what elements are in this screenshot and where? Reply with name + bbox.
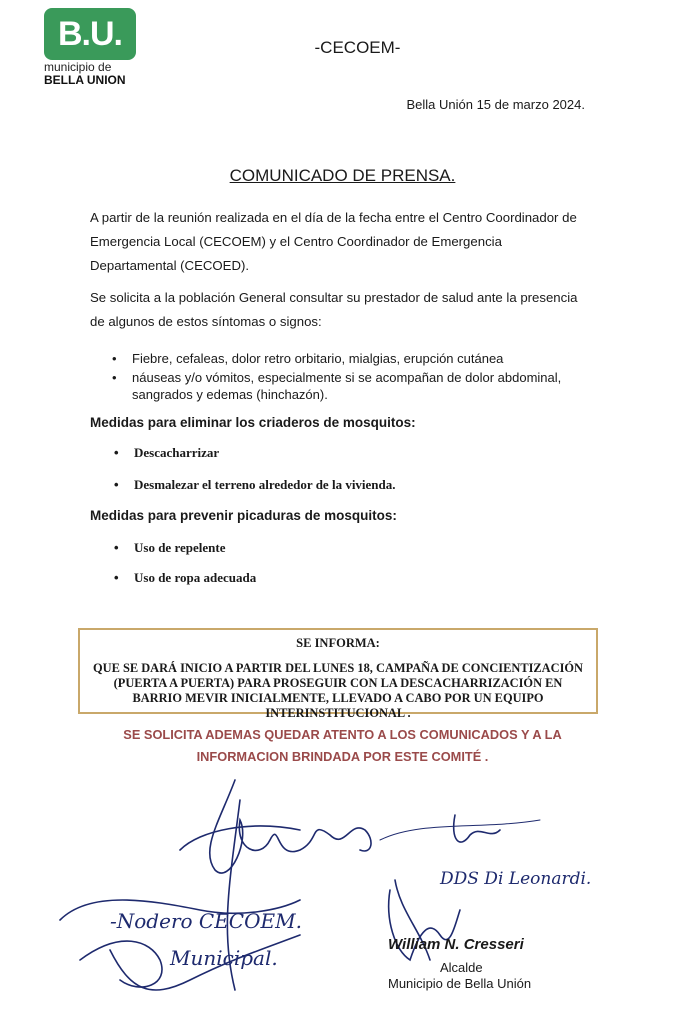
symptoms-list	[112, 350, 592, 405]
footer-note-line2: INFORMACION BRINDADA POR ESTE COMITÉ .	[196, 749, 489, 764]
list-item: • náuseas y/o vómitos, especialmente si se acompañan de dolor abdominal, sangrados y edemas (hinchazón).	[112, 369, 592, 403]
signer-role: Alcalde	[440, 960, 483, 975]
list-item	[114, 477, 396, 493]
list-item	[114, 445, 219, 461]
logo-mark: B.U.	[58, 14, 122, 53]
list-item: • Fiebre, cefaleas, dolor retro orbitario, mialgias, erupción cutánea	[112, 350, 592, 367]
document-title: COMUNICADO DE PRENSA.	[229, 166, 456, 185]
signature-right-scribble	[454, 815, 500, 842]
list-item-label: Uso de repelente	[134, 540, 226, 555]
list-item	[114, 540, 225, 556]
request-paragraph: Se solicita a la población General consultar su prestador de salud ante la presencia de algunos de estos síntomas o signos:	[90, 290, 578, 329]
signer-organization: Municipio de Bella Unión	[388, 976, 532, 991]
bullet-icon: •	[114, 570, 119, 585]
section-heading-breeding-sites: Medidas para eliminar los criaderos de mosquitos:	[90, 415, 416, 430]
list-item-label: Descacharrizar	[134, 445, 220, 460]
bullet-icon: •	[114, 477, 119, 492]
notice-body: QUE SE DARÁ INICIO A PARTIR DEL LUNES 18, CAMPAÑA DE CONCIENTIZACIÓN (PUERTA A PUERTA) PARA PROSEGUIR CON LA DESCACHARRIZACIÓN EN BARRIO MEVIR INICIALMENTE, LLEVADO A CABO POR UN EQUIPO INTERINSTITUCIONAL .	[93, 661, 583, 720]
bullet-icon: •	[114, 540, 119, 555]
notice-title: SE INFORMA:	[296, 636, 380, 650]
footer-note-line1: SE SOLICITA ADEMAS QUEDAR ATENTO A LOS COMUNICADOS Y A LA	[123, 727, 562, 742]
section-heading-prevent-bites: Medidas para prevenir picaduras de mosquitos:	[90, 508, 397, 523]
document-date: Bella Unión 15 de marzo 2024.	[406, 97, 585, 112]
svg-text:DDS Di Leonardi.: DDS Di Leonardi.	[440, 869, 592, 889]
signer-name: William N. Cresseri	[388, 936, 524, 953]
list-item-label: Uso de ropa adecuada	[134, 570, 257, 585]
signature-left-scribble	[210, 780, 371, 873]
svg-text:Municipal.: Municipal.	[170, 946, 278, 970]
signatures-drawing	[0, 760, 675, 1014]
intro-paragraph: A partir de la reunión realizada en el día de la fecha entre el Centro Coordinador de Emergencia Local (CECOEM) y el Centro Coordinador de Emergencia Departamental (CECOED).	[90, 210, 577, 273]
list-item-label: Desmalezar el terreno alrededor de la vivienda.	[134, 477, 396, 492]
logo-subtitle-line2: BELLA UNION	[44, 73, 126, 87]
logo-subtitle-line1: municipio de	[44, 60, 112, 74]
document-header: -CECOEM-	[314, 38, 401, 57]
bullet-icon: •	[114, 445, 119, 460]
notice-box	[78, 628, 598, 720]
list-item	[114, 570, 256, 586]
svg-text:-Nodero CECOEM.: -Nodero CECOEM.	[110, 909, 302, 933]
